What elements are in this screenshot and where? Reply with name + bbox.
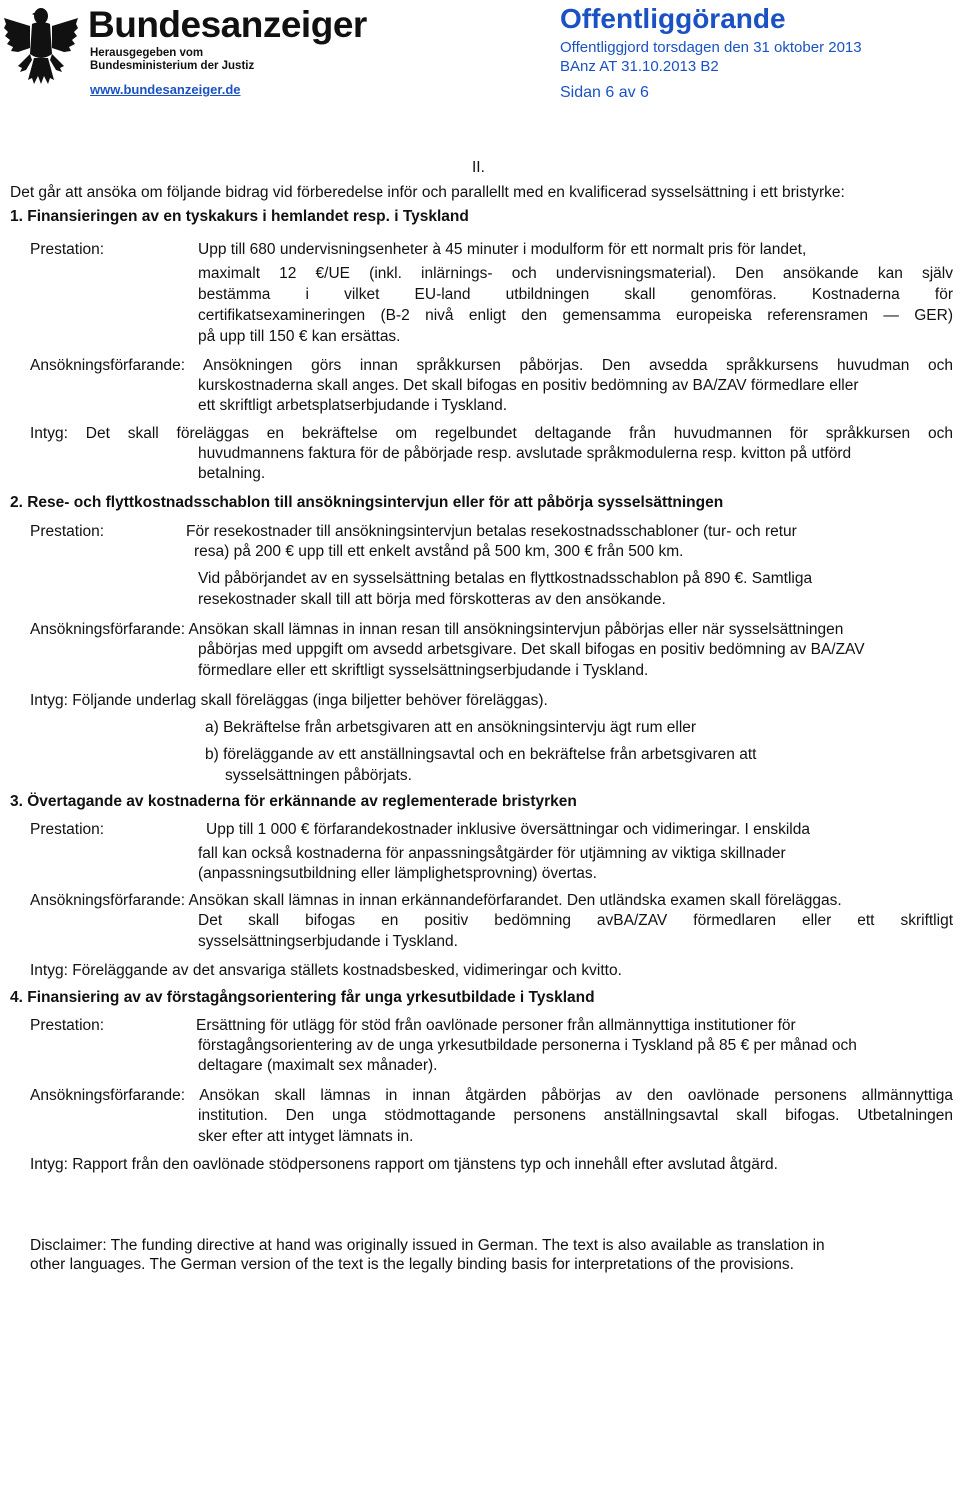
s4-prestation-line: Ersättning för utlägg för stöd från oavlönade personer från allmännyttiga institutioner för xyxy=(196,1017,796,1034)
s2-prestation-line: resa) på 200 € upp till ett enkelt avstånd på 500 km, 300 € från 500 km. xyxy=(194,543,684,560)
s3-application-line: Det skall bifogas en positiv bedömning avBA/ZAV förmedlaren eller ett skriftligt xyxy=(198,912,953,929)
s3-application-line: sysselsättningserbjudande i Tyskland. xyxy=(198,933,458,950)
intro-text: Det går att ansöka om följande bidrag vid förberedelse inför och parallellt med en kvalificerad sysselsättning i ett bristyrke: xyxy=(10,184,845,201)
s2-application-line: förmedlare eller ett skriftligt sysselsättningserbjudande i Tyskland. xyxy=(198,662,649,679)
s2-prestation-line: resekostnader skall till att börja med förskotteras av den ansökande. xyxy=(198,591,666,608)
s1-prestation-line: Upp till 680 undervisningsenheter à 45 minuter i modulform för ett normalt pris för landet, xyxy=(198,241,807,258)
s2-application-line: påbörjas med uppgift om avsedd arbetsgivare. Det skall bifogas en positiv bedömning av BA/ZAV xyxy=(198,641,865,658)
disclaimer-line: Disclaimer: The funding directive at hand was originally issued in German. The text is also available as translation in xyxy=(30,1237,825,1254)
section-roman-numeral: II. xyxy=(472,159,485,176)
s3-application-line: Ansökningsförfarande: Ansökan skall lämnas in innan erkännandeförfarandet. Den utländska examen skall föreläggas. xyxy=(30,892,842,909)
s4-certificate-line: Intyg: Rapport från den oavlönade stödpersonens rapport om tjänstens typ och innehåll efter avslutad åtgärd. xyxy=(30,1156,778,1173)
publisher-line-2: Bundesministerium der Justiz xyxy=(90,60,255,72)
brand-title: Bundesanzeiger xyxy=(88,4,367,45)
banz-reference: BAnz AT 31.10.2013 B2 xyxy=(560,58,719,75)
publication-title: Offentliggörande xyxy=(560,3,786,34)
s1-prestation-line: bestämma i vilket EU-land utbildningen skall genomföras. Kostnaderna för xyxy=(198,286,953,303)
s3-certificate-line: Intyg: Föreläggande av det ansvariga ställets kostnadsbesked, vidimeringar och kvitto. xyxy=(30,962,622,979)
s4-application-line: institution. Den unga stödmottagande personens anställningsavtal skall bifogas. Utbetalningen xyxy=(198,1107,953,1124)
s1-prestation-line: på upp till 150 € kan ersättas. xyxy=(198,328,401,345)
federal-eagle-icon xyxy=(2,2,80,86)
s2-certificate-line: Intyg: Följande underlag skall föreläggas (inga biljetter behöver föreläggas). xyxy=(30,692,548,709)
s4-application-line: sker efter att intyget lämnats in. xyxy=(198,1128,414,1145)
s2-prestation-line: Vid påbörjandet av en sysselsättning betalas en flyttkostnadsschablon på 890 €. Samtliga xyxy=(198,570,813,587)
s2-list-item-b: b) föreläggande av ett anställningsavtal och en bekräftelse från arbetsgivaren att xyxy=(205,746,757,763)
s1-certificate-line: huvudmannens faktura för de påbörjade resp. avslutade språkmodulerna resp. kvitton på utförd xyxy=(198,445,852,462)
s1-application-line: kurskostnaderna skall anges. Det skall bifogas en positiv bedömning av BA/ZAV förmedlare eller xyxy=(198,377,859,394)
s1-application-line: Ansökningsförfarande: Ansökningen görs innan språkkursen påbörjas. Den avsedda språkkursens huvudman och xyxy=(30,357,953,374)
publisher-line-1: Herausgegeben vom xyxy=(90,47,204,59)
s4-prestation-label: Prestation: xyxy=(30,1017,105,1034)
website-link[interactable]: www.bundesanzeiger.de xyxy=(90,82,241,97)
s4-application-line: Ansökningsförfarande: Ansökan skall lämnas in innan åtgärden påbörjas av den oavlönade personens allmännyttiga xyxy=(30,1087,953,1104)
s1-prestation-line: maximalt 12 €/UE (inkl. inlärnings- och undervisningsmaterial). Den ansökande kan själv xyxy=(198,265,953,282)
section-4-heading: 4. Finansiering av av förstagångsorientering får unga yrkesutbildade i Tyskland xyxy=(10,989,595,1006)
s2-list-item-a: a) Bekräftelse från arbetsgivaren att en ansökningsintervju ägt rum eller xyxy=(205,719,697,736)
page-indicator: Sidan 6 av 6 xyxy=(560,84,649,101)
section-1-heading: 1. Finansieringen av en tyskakurs i hemlandet resp. i Tyskland xyxy=(10,208,469,225)
s2-prestation-label: Prestation: xyxy=(30,523,105,540)
s4-prestation-line: förstagångsorientering av de unga yrkesutbildade personerna i Tyskland på 85 € per månad och xyxy=(198,1037,857,1054)
s3-prestation-label: Prestation: xyxy=(30,821,105,838)
section-3-heading: 3. Övertagande av kostnaderna för erkännande av reglementerade bristyrken xyxy=(10,793,577,810)
s3-prestation-line: fall kan också kostnaderna för anpassningsåtgärder för utjämning av viktiga skillnader xyxy=(198,845,786,862)
s1-prestation-line: certifikatsexamineringen (B-2 nivå enligt den gemensamma europeiska referensramen — GER) xyxy=(198,307,953,324)
s3-prestation-line: Upp till 1 000 € förfarandekostnader inklusive översättningar och vidimeringar. I enskilda xyxy=(206,821,810,838)
s2-application-line: Ansökningsförfarande: Ansökan skall lämnas in innan resan till ansökningsintervjun påbörjas eller när sysselsättningen xyxy=(30,621,844,638)
s2-prestation-line: För resekostnader till ansökningsintervjun betalas resekostnadsschabloner (tur- och retur xyxy=(186,523,797,540)
s1-certificate-line: betalning. xyxy=(198,465,266,482)
s1-certificate-line: Intyg: Det skall föreläggas en bekräftelse om regelbundet deltagande från huvudmannen för språkkursen och xyxy=(30,425,953,442)
s4-prestation-line: deltagare (maximalt sex månader). xyxy=(198,1057,438,1074)
s3-prestation-line: (anpassningsutbildning eller lämplighetsprovning) övertas. xyxy=(198,865,597,882)
s2-list-item-b-cont: sysselsättningen påbörjats. xyxy=(225,767,412,784)
section-2-heading: 2. Rese- och flyttkostnadsschablon till ansökningsintervjun eller för att påbörja sysselsättningen xyxy=(10,494,724,511)
s1-application-line: ett skriftligt arbetsplatserbjudande i Tyskland. xyxy=(198,397,508,414)
s1-prestation-label: Prestation: xyxy=(30,241,105,258)
disclaimer-line: other languages. The German version of the text is the legally binding basis for interpretations of the provisions. xyxy=(30,1256,794,1273)
publication-date: Offentliggjord torsdagen den 31 oktober 2013 xyxy=(560,39,862,56)
